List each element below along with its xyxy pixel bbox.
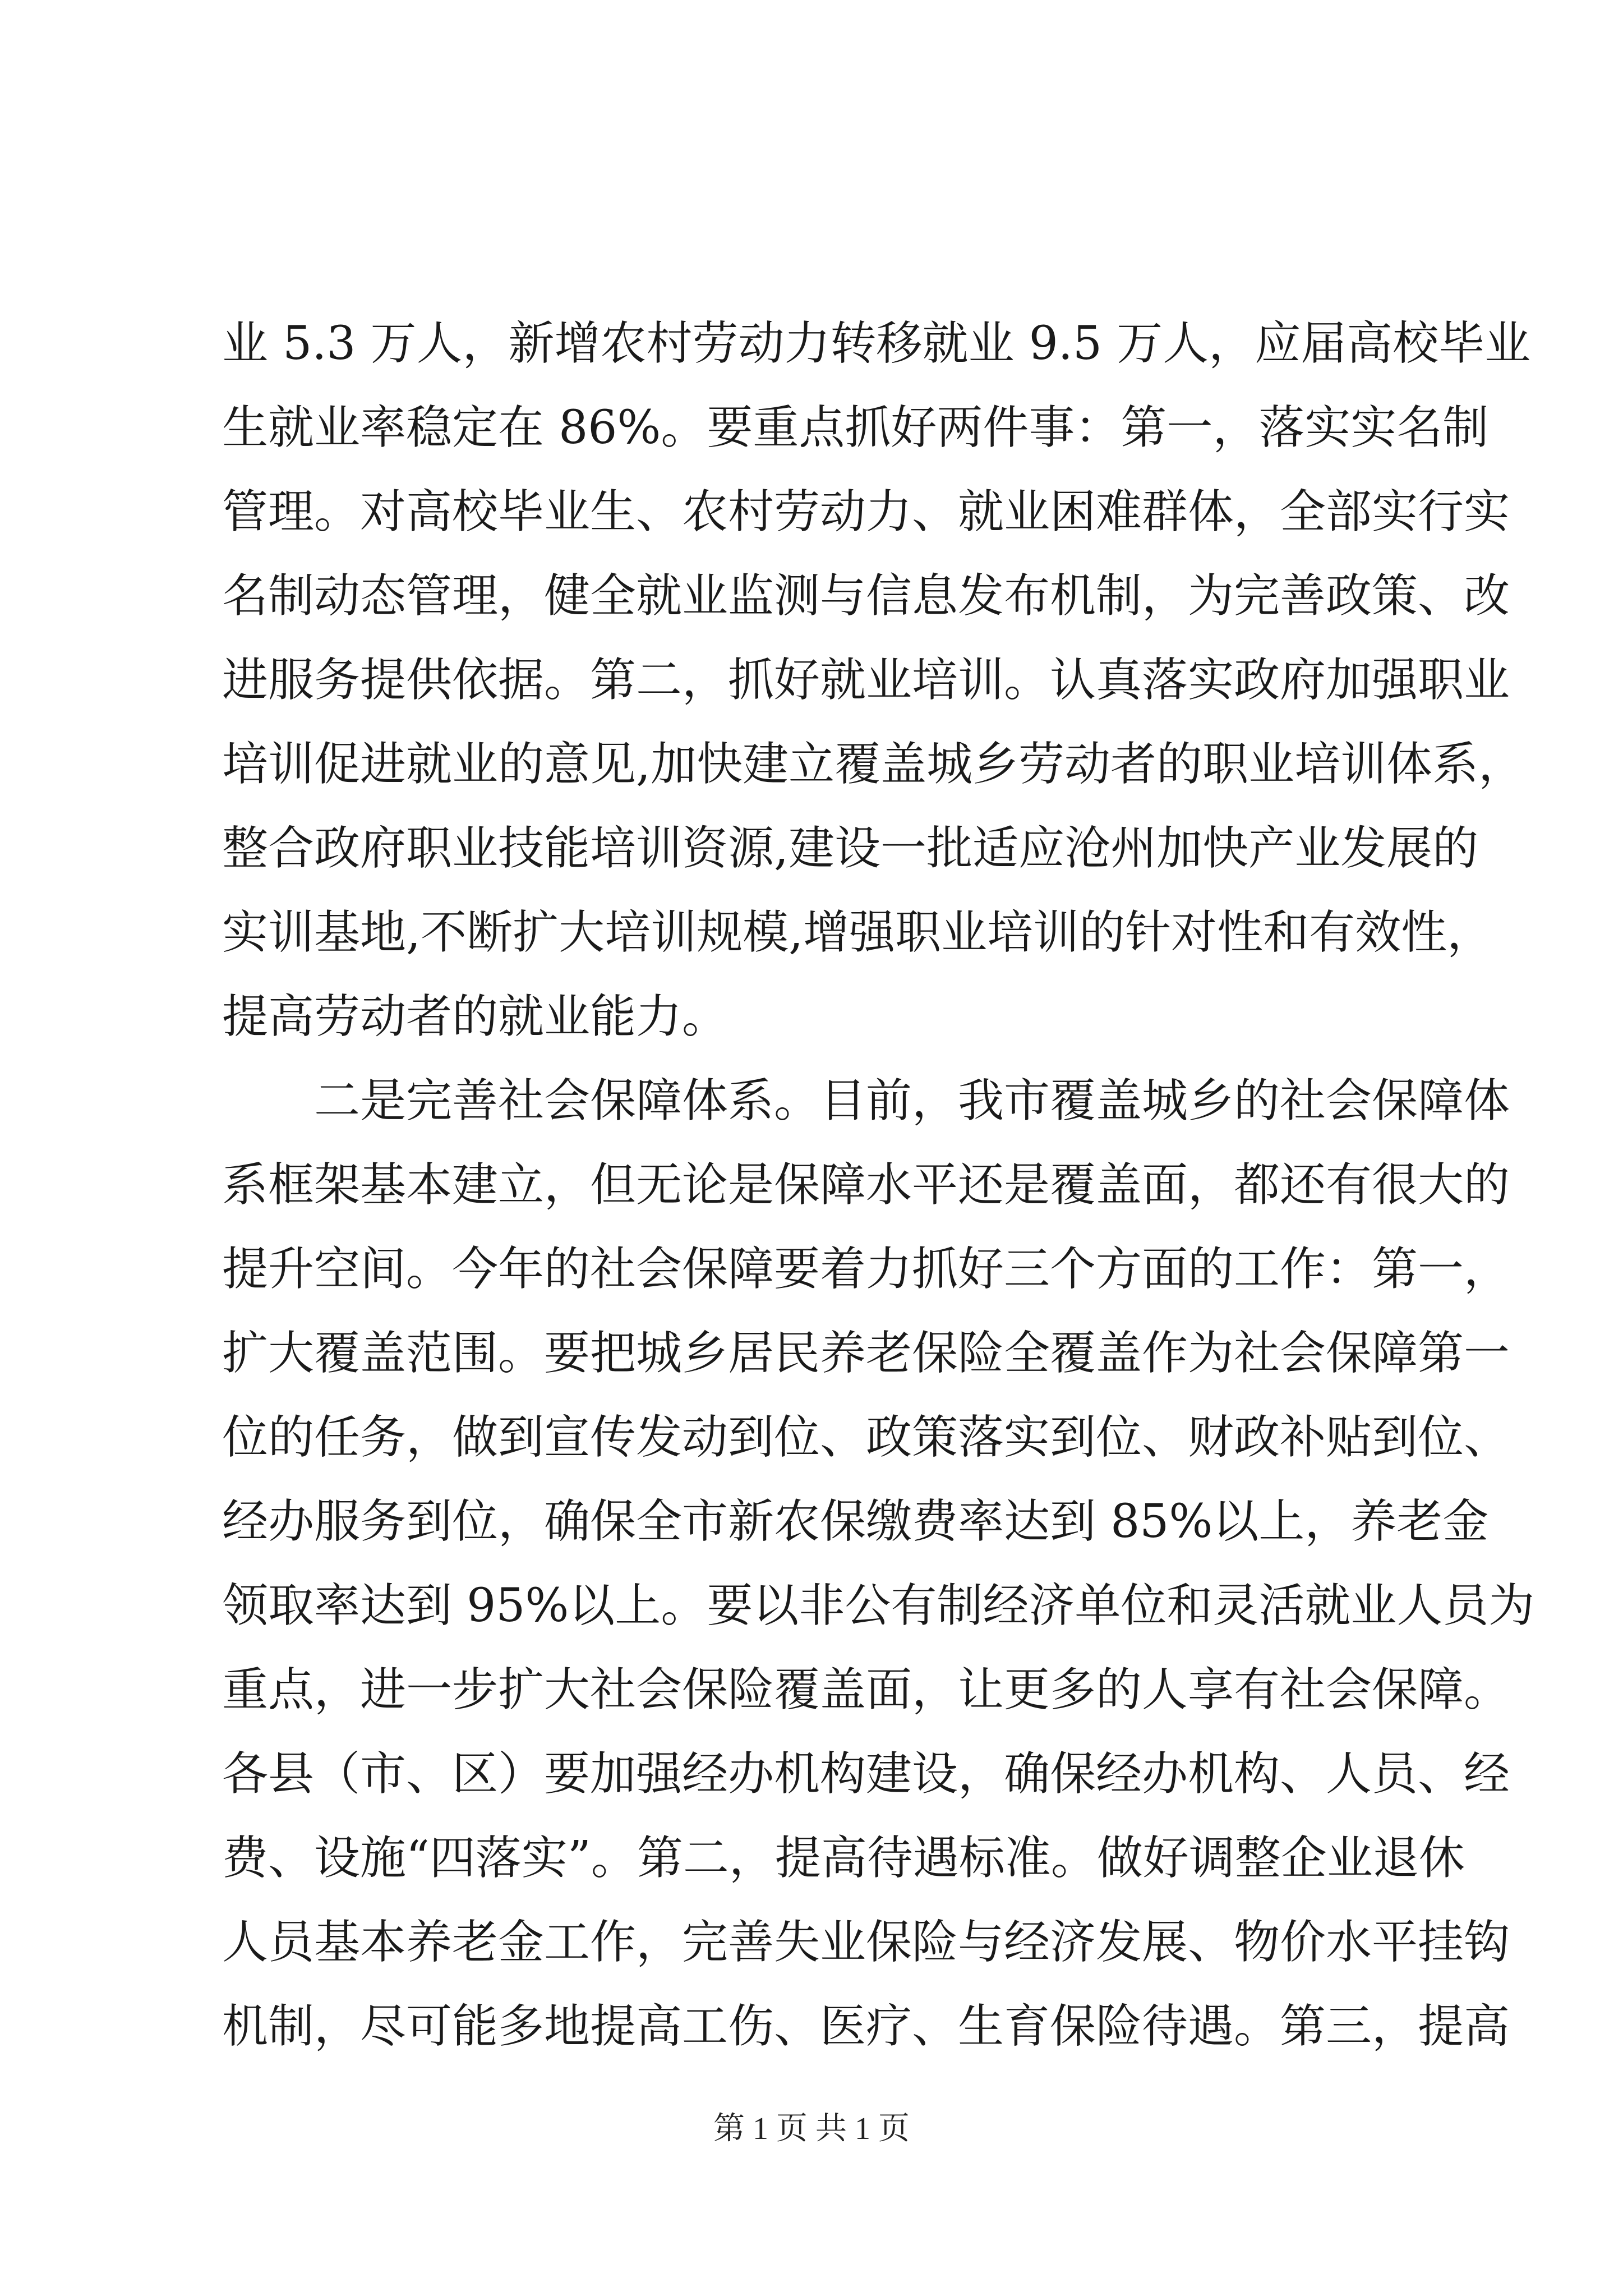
text-line: 实训基地,不断扩大培训规模,增强职业培训的针对性和有效性，	[222, 906, 1493, 959]
text-line: 提升空间。今年的社会保障要着力抓好三个方面的工作：第一，	[222, 1243, 1510, 1296]
text-line: 系框架基本建立，但无论是保障水平还是覆盖面，都还有很大的	[222, 1158, 1510, 1212]
text-line: 整合政府职业技能培训资源,建设一批适应沧州加快产业发展的	[222, 822, 1479, 875]
text-line: 培训促进就业的意见,加快建立覆盖城乡劳动者的职业培训体系，	[222, 738, 1525, 791]
text-line: 名制动态管理，健全就业监测与信息发布机制，为完善政策、改	[222, 569, 1510, 623]
text-line: 各县（市、区）要加强经办机构建设，确保经办机构、人员、经	[222, 1747, 1510, 1801]
paragraph-first-line: 二是完善社会保障体系。目前，我市覆盖城乡的社会保障体	[314, 1074, 1510, 1128]
text-line: 位的任务，做到宣传发动到位、政策落实到位、财政补贴到位、	[222, 1411, 1510, 1464]
text-line: 费、设施“四落实”。第二，提高待遇标准。做好调整企业退休	[222, 1832, 1465, 1885]
page-footer	[0, 2104, 1623, 2148]
page-number-label: 第 1 页 共 1 页	[713, 2111, 910, 2146]
body-text	[222, 302, 1535, 2069]
text-line: 进服务提供依据。第二，抓好就业培训。认真落实政府加强职业	[222, 654, 1510, 707]
text-line: 重点，进一步扩大社会保险覆盖面，让更多的人享有社会保障。	[222, 1663, 1510, 1717]
text-line: 管理。对高校毕业生、农村劳动力、就业困难群体，全部实行实	[222, 485, 1510, 539]
text-line: 提高劳动者的就业能力。	[222, 990, 728, 1043]
text-line: 经办服务到位，确保全市新农保缴费率达到 85%以上，养老金	[222, 1495, 1489, 1548]
text-line: 扩大覆盖范围。要把城乡居民养老保险全覆盖作为社会保障第一	[222, 1327, 1510, 1380]
text-line: 业 5.3 万人，新增农村劳动力转移就业 9.5 万人，应届高校毕业	[222, 317, 1531, 370]
text-line: 人员基本养老金工作，完善失业保险与经济发展、物价水平挂钩	[222, 1916, 1510, 1969]
text-line: 生就业率稳定在 86%。要重点抓好两件事：第一，落实实名制	[222, 401, 1489, 454]
text-line: 领取率达到 95%以上。要以非公有制经济单位和灵活就业人员为	[222, 1579, 1535, 1632]
text-line: 机制，尽可能多地提高工伤、医疗、生育保险待遇。第三，提高	[222, 2000, 1510, 2053]
